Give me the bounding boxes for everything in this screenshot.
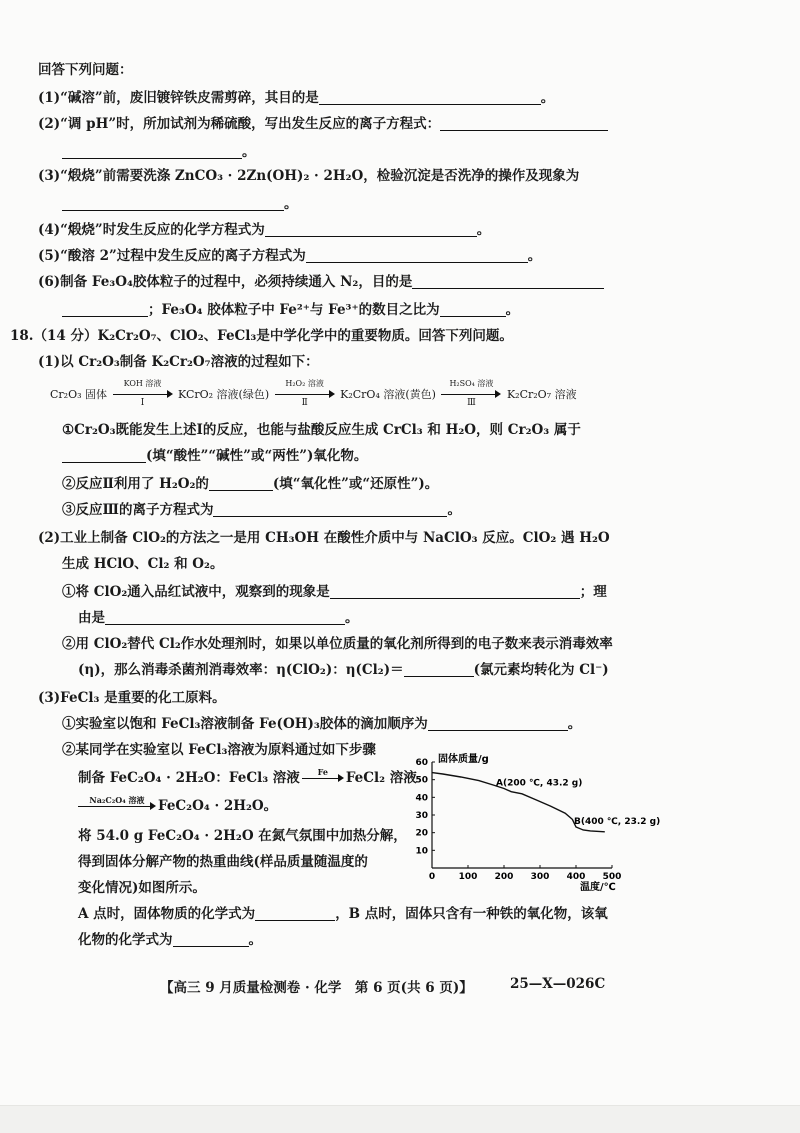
ask-text-2: ，B 点时，固体只含有一种铁的氧化物，该氧 [335,906,608,922]
q17-p3-text: (3)“煅烧”前需要洗涤 ZnCO₃ · 2Zn(OH)₂ · 2H₂O，检验沉淀是否洗净的操作及现象为 [38,168,580,184]
paper-code [510,976,605,992]
product-k2cr2o7: K₂Cr₂O₇ 溶液 [506,388,577,401]
na2c2o4-reagent: Na₂C₂O₄ 溶液 [89,794,145,805]
q18-s3 [38,688,226,708]
q18-s3-2a-text: ②某同学在实验室以 FeCl₃溶液为原料通过如下步骤 [62,742,376,758]
bottom-margin [0,1105,800,1133]
answer-blank[interactable] [428,716,568,731]
q17-p1-text: (1)“碱溶”前，废旧镀锌铁皮需剪碎，其目的是 [38,90,319,106]
desc-text-3: 变化情况)如图所示。 [78,880,206,896]
q18-s2-1 [62,582,607,602]
answer-blank[interactable] [330,584,580,599]
step-product: FeC₂O₄ · 2H₂O。 [158,798,278,814]
q18-s2-2 [62,634,613,654]
period: 。 [284,196,298,212]
q17-p6a-text: (6)制备 Fe₃O₄胶体粒子的过程中，必须持续通入 N₂，目的是 [38,274,413,290]
q18-s1-3-text: ③反应Ⅲ的离子方程式为 [62,502,214,518]
answer-blank[interactable] [440,302,506,317]
answer-blank[interactable] [62,196,284,211]
answer-blank[interactable] [213,502,447,517]
y-tick-label: 30 [415,811,428,821]
arrow-3-step: Ⅲ [467,398,476,408]
q18-s1-text: (1)以 Cr₂O₃制备 K₂Cr₂O₇溶液的过程如下： [38,354,319,370]
answer-blank[interactable] [209,476,273,491]
arrow-2-step: Ⅱ [301,398,308,408]
q18-s1-2b-text: (填“氧化性”或“还原性”)。 [272,476,439,492]
period: 。 [476,222,491,238]
q18-s2-1a-text: ①将 ClO₂通入品红试液中，观察到的现象是 [62,584,330,600]
q17-part4 [38,220,490,240]
page-footer [160,976,473,996]
answer-blank[interactable] [404,662,474,677]
x-tick-label: 100 [458,872,478,882]
q18-s3-2-step [78,768,417,788]
answer-blank[interactable] [62,302,148,317]
x-tick-label: 0 [428,872,436,882]
q18-s1-3 [62,500,461,520]
annotation-b: B(400 ℃, 23.2 g) [574,817,661,828]
q18-s2-2-cont [78,660,609,680]
period: 。 [242,144,256,160]
q18-s3-2-ask [78,904,608,924]
x-tick-label: 300 [530,872,550,882]
q18-s2-cont [62,554,223,574]
fe-arrow [302,766,344,785]
y-tick-label: 60 [415,758,428,768]
q17-p4-text: (4)“煅烧”时发生反应的化学方程式为 [38,222,265,238]
q18-s3-text: (3)FeCl₃ 是重要的化工原料。 [38,690,226,706]
arrow-3-reagent: H₂SO₄ 溶液 [449,379,494,388]
y-tick-label: 50 [415,775,428,786]
q17-part6-cont [62,300,519,320]
q18-s3-1 [62,714,581,734]
answer-blank[interactable] [255,906,335,921]
q18-s2-2c-text: (氯元素均转化为 Cl⁻) [473,662,609,678]
answer-blank[interactable] [412,274,604,289]
y-tick-label: 20 [415,828,428,839]
x-tick-label: 200 [494,872,514,882]
q18-s1 [38,352,319,372]
answer-blank[interactable] [319,90,541,105]
step-text-1: 制备 FeC₂O₄ · 2H₂O：FeCl₃ 溶液 [78,770,300,786]
q18-s2-1-cont [78,608,359,628]
x-tick-label: 500 [602,872,622,882]
arrow-1-step: Ⅰ [140,398,145,408]
desc-text-2: 得到固体分解产物的热重曲线(样品质量随温度的 [78,854,368,870]
q18-s1-2 [62,474,438,494]
y-tick-label: 40 [415,793,428,804]
q18-s2-1b-text: ；理 [579,584,607,600]
reaction-arrow-2 [275,379,335,408]
answer-blank[interactable] [62,144,242,159]
period: 。 [540,90,555,106]
q17-part3-cont [62,194,298,214]
q18-s2 [38,528,610,548]
fe-reagent: Fe [317,766,328,777]
q17-p5-text: (5)“酸溶 2”过程中发生反应的离子方程式为 [38,248,306,264]
section-header [38,60,133,80]
ask-text-3: 化物的化学式为 [78,932,173,948]
q18-s1-1a-text: ①Cr₂O₃既能发生上述Ⅰ的反应，也能与盐酸反应生成 CrCl₃ 和 H₂O，则 Cr₂O₃ 属于 [62,422,581,438]
q18-s1-2a-text: ②反应Ⅱ利用了 H₂O₂的 [62,476,209,492]
product-kcro2: KCrO₂ 溶液(绿色) [178,388,270,401]
q18-s2-2b-text: (η)，那么消毒杀菌剂消毒效率：η(ClO₂)：η(Cl₂)＝ [78,662,404,678]
q18-intro-text: 18.（14 分）K₂Cr₂O₇、ClO₂、FeCl₃是中学化学中的重要物质。回答下列问题。 [10,328,513,344]
q17-part6 [38,272,604,292]
q17-p2-text: (2)“调 pH”时，所加试剂为稀硫酸，写出发生反应的离子方程式： [38,116,441,132]
q18-s3-2 [62,740,376,760]
period: 。 [567,716,582,732]
product-k2cro4: K₂CrO₄ 溶液(黄色) [340,388,436,401]
answer-blank[interactable] [440,116,608,131]
period: 。 [345,610,359,626]
reactant-cr2o3: Cr₂O₃ 固体 [50,388,108,401]
thermogravimetric-chart [400,752,661,893]
arrow-2-reagent: H₂O₂ 溶液 [285,379,324,388]
q18-s3-1-text: ①实验室以饱和 FeCl₃溶液制备 Fe(OH)₃胶体的滴加顺序为 [62,716,428,732]
q18-intro [10,326,513,346]
q18-s3-2-desc2 [78,852,368,872]
period: 。 [527,248,542,264]
period: 。 [505,302,520,318]
q17-part1 [38,88,554,108]
y-axis-label: 固体质量/g [438,754,489,765]
period: 。 [248,932,262,948]
q18-s2a-text: (2)工业上制备 ClO₂的方法之一是用 CH₃OH 在酸性介质中与 NaClO₃ 反应。ClO₂ 遇 H₂O [38,530,610,546]
q18-s3-2-desc3 [78,878,206,898]
q18-s1-1 [62,420,581,440]
q18-s2b-text: 生成 HClO、Cl₂ 和 O₂。 [62,556,224,572]
y-tick-label: 10 [415,846,428,857]
arrow-1-reagent: KOH 溶液 [123,379,162,388]
step-text-2: FeCl₂ 溶液 [345,770,417,786]
annotation-a: A(200 ℃, 43.2 g) [496,778,583,789]
na2c2o4-arrow [78,794,156,813]
q17-part2 [38,114,608,134]
q18-s2-1c-text: 由是 [78,610,105,626]
q17-part5 [38,246,541,266]
q18-s3-2-ask2 [78,930,262,950]
q18-s2-2a-text: ②用 ClO₂替代 Cl₂作水处理剂时，如果以单位质量的氧化剂所得到的电子数来表示消毒效率 [62,636,613,652]
reaction-arrow-3 [441,379,501,408]
answer-blank[interactable] [265,222,477,237]
q17-part2-cont [62,142,256,162]
reaction-arrow-1 [113,379,173,408]
period: 。 [447,502,461,518]
answer-blank[interactable] [105,610,345,625]
q17-part3 [38,166,579,186]
header-text: 回答下列问题： [38,62,133,78]
x-axis-label: 温度/℃ [580,882,616,893]
x-tick-label: 400 [566,872,586,882]
q18-s3-2-step2 [76,796,277,816]
desc-text-1: 将 54.0 g FeC₂O₄ · 2H₂O 在氮气氛围中加热分解， [78,828,407,844]
answer-blank[interactable] [173,932,249,947]
reaction-scheme [50,379,577,408]
paper-code-text: 25—X—026C [510,976,606,992]
ask-text-1: A 点时，固体物质的化学式为 [78,906,256,922]
footer-text: 【高三 9 月质量检测卷 · 化学 第 6 页(共 6 页)】 [160,980,473,996]
q18-s1-1-cont [62,446,367,466]
answer-blank[interactable] [306,248,528,263]
q18-s1-1b-text: (填“酸性”“碱性”或“两性”)氧化物。 [146,448,368,464]
answer-blank[interactable] [62,448,146,463]
q17-p6b-text: ；Fe₃O₄ 胶体粒子中 Fe²⁺与 Fe³⁺的数目之比为 [148,302,440,318]
q18-s3-2-desc1 [78,826,407,846]
